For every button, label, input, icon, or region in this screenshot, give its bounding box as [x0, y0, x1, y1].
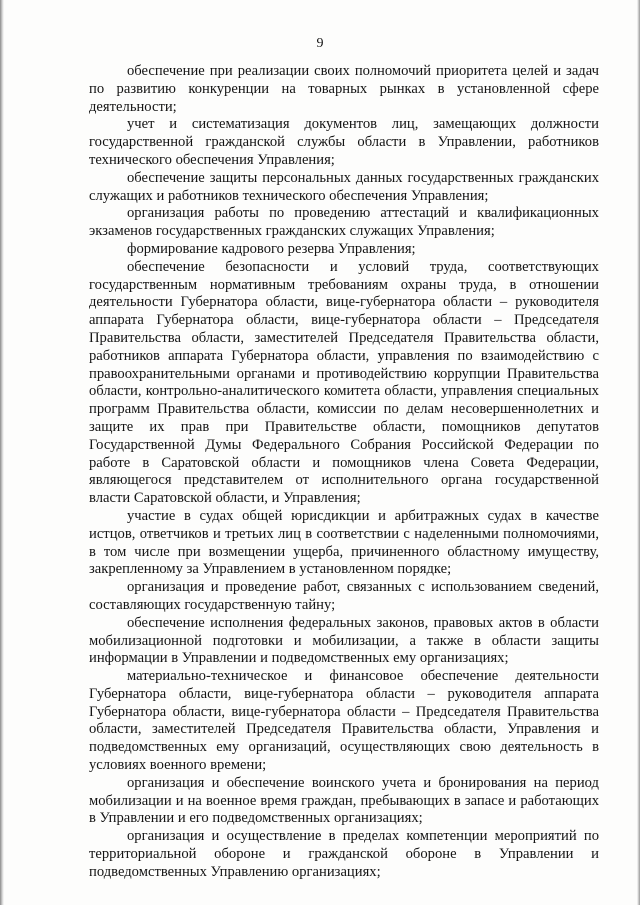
paragraph: обеспечение безопасности и условий труда, соответствующих государственным нормативным требованиям охраны труда, в отношении деятельности Губернатора области, вице-губернатора области – руководителя аппарата Губернатора области, вице-губернатора области – Председателя Правительства области, заместителей Председателя Правительства области, работников аппарата Губернатора области, управления по взаимодействию с правоохранительными органами и противодействию коррупции Правительства области, контрольно-аналитического комитета области, управления специальных программ Правительства области, комиссии по делам несовершеннолетних и защите их прав при Правительстве области, помощников депутатов Государственной Думы Федерального Собрания Российской Федерации по работе в Саратовской области и помощников члена Совета Федерации, являющегося представителем от исполнительного органа государственной власти Саратовской области, и Управления;: [89, 258, 599, 507]
paragraph: обеспечение при реализации своих полномочий приоритета целей и задач по развитию конкуренции на товарных рынках в установленной сфере деятельности;: [89, 63, 599, 115]
paragraph: организация и обеспечение воинского учета и бронирования на период мобилизации и на военное время граждан, пребывающих в запасе и работающих в Управлении и его подведомственных организациях;: [89, 774, 599, 827]
paragraph: формирование кадрового резерва Управления;: [127, 240, 416, 257]
paragraph: учет и систематизация документов лиц, замещающих должности государственной гражданской службы области в Управлении, работников технического обеспечения Управления;: [89, 116, 599, 168]
document-body: [89, 63, 599, 882]
paragraph: организация и осуществление в пределах компетенции мероприятий по территориальной обороне и гражданской обороне в Управлении и подведомственных Управлению организациях;: [89, 828, 599, 880]
paragraph: участие в судах общей юрисдикции и арбитражных судах в качестве истцов, ответчиков и третьих лиц в соответствии с наделенными полномочиями, в том числе при возмещении ущерба, причиненного областному имуществу, закрепленному за Управлением в установленном порядке;: [89, 507, 599, 578]
page-number: 9: [316, 36, 324, 51]
paragraph: организация работы по проведению аттестаций и квалификационных экзаменов государственных гражданских служащих Управления;: [89, 205, 599, 240]
paragraph: обеспечение исполнения федеральных законов, правовых актов в области мобилизационной подготовки и мобилизации, а также в области защиты информации в Управлении и подведомственных ему организациях;: [89, 614, 599, 667]
scan-edge-left: [0, 0, 4, 905]
paragraph: материально-техническое и финансовое обеспечение деятельности Губернатора области, вице-губернатора области – руководителя аппарата Губернатора области, вице-губернатора области – Председателя Правительства области, заместителей Председателя Правительства области, Управления и подведомственных ему организаций, осуществляющих свою деятельность в условиях военного времени;: [89, 668, 599, 774]
paragraph: обеспечение защиты персональных данных государственных гражданских служащих и работников технического обеспечения Управления;: [89, 169, 599, 204]
paragraph: организация и проведение работ, связанных с использованием сведений, составляющих государственную тайну;: [89, 579, 599, 613]
